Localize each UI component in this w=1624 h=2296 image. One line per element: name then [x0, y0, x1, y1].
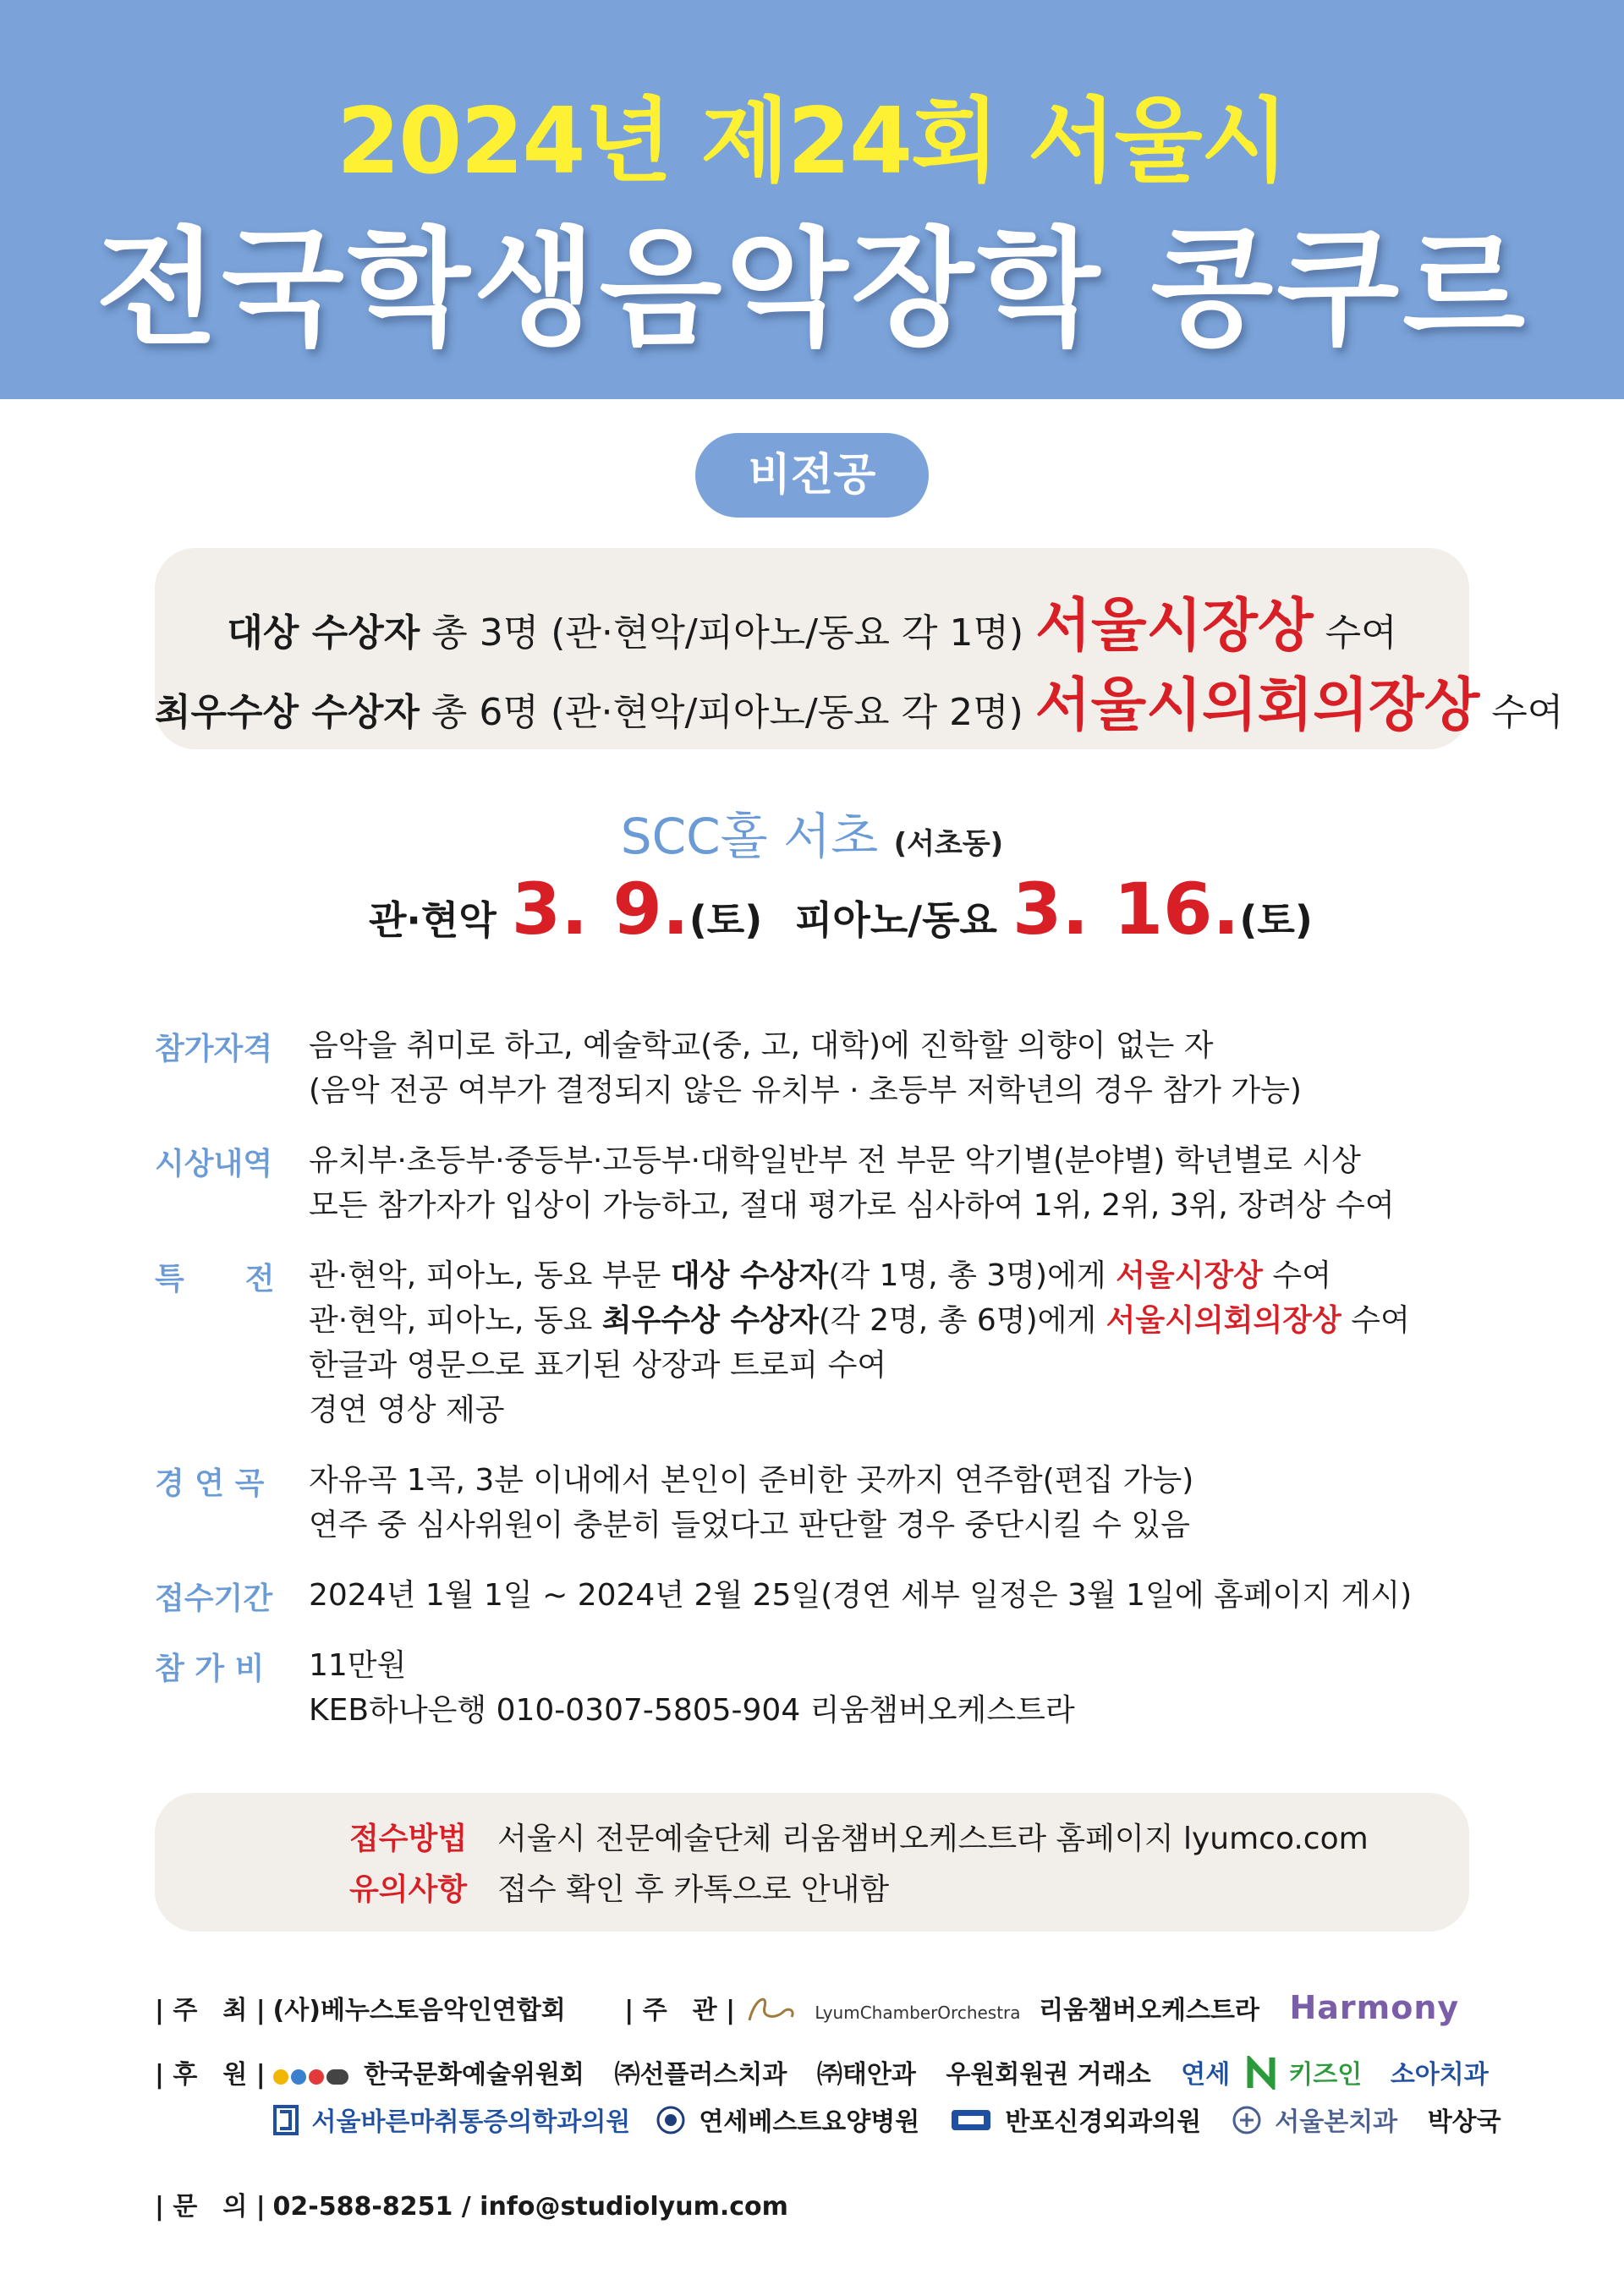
bareun-logo-icon: [273, 2105, 299, 2142]
notice-label: 유의사항: [349, 1872, 468, 1907]
sponsor: 반포신경외과의원: [1005, 2107, 1202, 2137]
category-pill: 비전공: [695, 433, 929, 518]
info-row-benefits: [155, 1253, 1474, 1433]
sponsor: ㈜선플러스치과: [614, 2060, 787, 2090]
footer-label: | 문 의 |: [155, 2192, 266, 2222]
date-label: 피아노/동요: [795, 897, 997, 943]
footer-label: | 후 원 |: [155, 2060, 266, 2090]
date-piano-song: [795, 868, 1313, 951]
yonsei-best-emblem-icon: [656, 2105, 686, 2142]
info-label: 참가자격: [155, 1032, 273, 1066]
footer-label: | 주 최 |: [155, 1996, 266, 2025]
footer-sponsor-row-1: [155, 2053, 1489, 2096]
text-bold: 대상 수상자: [670, 1258, 829, 1293]
date-value: 3. 9.: [511, 868, 689, 951]
footer-host-row: [155, 1989, 1459, 2034]
info-label: 시상내역: [155, 1147, 273, 1181]
text: (각 2명, 총 6명)에게: [818, 1303, 1106, 1338]
notice-text: 서울시 전문예술단체 리움챔버오케스트라 홈페이지 lyumco.com: [497, 1822, 1369, 1856]
text-bold: 최우수상 수상자: [601, 1303, 819, 1338]
info-row-fee: [155, 1643, 1474, 1733]
sponsor: 연세: [1181, 2060, 1231, 2090]
info-row-awards: [155, 1138, 1474, 1228]
award-line-grand: [155, 580, 1469, 662]
info-label: 접수기간: [155, 1581, 273, 1616]
info-line: 경연 영상 제공: [309, 1393, 505, 1427]
sponsor: 서울본치과: [1275, 2107, 1398, 2137]
sponsor: 소아치과: [1390, 2060, 1489, 2090]
venue: [0, 797, 1624, 868]
venue-district: (서초동): [893, 827, 1004, 861]
info-line: 2024년 1월 1일 ~ 2024년 2월 25일(경연 세부 일정은 3월 1일에 홈페이지 게시): [309, 1578, 1413, 1613]
date-value: 3. 16.: [1012, 868, 1240, 951]
footer-host: (사)베누스토음악인연합회: [272, 1996, 566, 2025]
header-banner: [0, 0, 1624, 399]
award-excellence-label: 최우수상 수상자: [155, 691, 420, 734]
info-line: 모든 참가자가 입상이 가능하고, 절대 평가로 심사하여 1위, 2위, 3위, 장려상 수여: [309, 1188, 1395, 1223]
footer-contact: 02-588-8251 / info@studiolyum.com: [272, 2192, 788, 2222]
text-highlight: 서울시장상: [1116, 1258, 1263, 1293]
sponsor: 우원회원권 거래소: [946, 2060, 1151, 2090]
info-row-period: [155, 1573, 1474, 1618]
sponsor: 키즈인: [1288, 2060, 1363, 2090]
sponsor: 서울바른마취통증의학과의원: [311, 2107, 631, 2137]
sponsor: ㈜태안과: [816, 2060, 916, 2090]
info-line: 유치부·초등부·중등부·고등부·대학일반부 전 부문 악기별(분야별) 학년별로 시상: [309, 1143, 1361, 1178]
text: (각 1명, 총 3명)에게: [828, 1258, 1116, 1293]
info-label: 경 연 곡: [155, 1466, 265, 1501]
notice-caution: [349, 1866, 889, 1909]
info-label: 특 전: [155, 1262, 275, 1296]
date-day: (토): [689, 897, 763, 943]
date-winds-strings: [369, 868, 762, 951]
award-excellence-suffix: 수여: [1479, 691, 1564, 734]
sponsor: 한국문화예술위원회: [364, 2060, 584, 2090]
banpo-logo-icon: [950, 2107, 992, 2140]
award-summary-box: [155, 548, 1564, 749]
info-line: 11만원: [309, 1648, 407, 1683]
notice-method: [349, 1815, 1369, 1858]
text: 수여: [1341, 1303, 1410, 1338]
award-grand-prize: 서울시장상: [1035, 593, 1314, 660]
text: 관·현악, 피아노, 동요 부문: [309, 1258, 671, 1293]
award-excellence-text: 총 6명 (관·현악/피아노/동요 각 2명): [419, 691, 1035, 734]
sponsor: 박상국: [1427, 2107, 1501, 2137]
notice-box: [155, 1793, 1469, 1932]
seoulbon-emblem-icon: [1232, 2105, 1262, 2142]
competition-dates: [0, 868, 1624, 961]
text: 관·현악, 피아노, 동요: [309, 1303, 602, 1338]
award-excellence-prize: 서울시의회의장상: [1034, 672, 1480, 739]
info-row-eligibility: [155, 1023, 1474, 1113]
award-line-excellence: [155, 660, 1564, 742]
info-row-repertoire: [155, 1458, 1474, 1548]
footer-organizer: 리움챔버오케스트라: [1039, 1996, 1259, 2025]
info-line: 자유곡 1곡, 3분 이내에서 본인이 준비한 곳까지 연주함(편집 가능): [309, 1463, 1194, 1498]
footer-label: | 주 관 |: [624, 1996, 736, 2025]
text-highlight: 서울시의회의장상: [1106, 1303, 1341, 1338]
notice-text: 접수 확인 후 카톡으로 안내함: [497, 1872, 890, 1907]
harmony-logo: Harmony: [1289, 1989, 1460, 2026]
date-day: (토): [1239, 897, 1313, 943]
info-line: [309, 1298, 1474, 1343]
info-line: 음악을 취미로 하고, 예술학교(중, 고, 대학)에 진학할 의향이 없는 자: [309, 1028, 1214, 1063]
date-label: 관·현악: [369, 897, 497, 943]
arts-council-logo-icon: [273, 2061, 351, 2091]
title-main: 전국학생음악장학 콩쿠르: [95, 216, 1529, 363]
info-line: 한글과 영문으로 표기된 상장과 트로피 수여: [309, 1348, 887, 1383]
kizin-logo-icon: [1247, 2056, 1276, 2096]
info-line: (음악 전공 여부가 결정되지 않은 유치부 · 초등부 저학년의 경우 참가 가능): [309, 1073, 1302, 1108]
venue-name: SCC홀 서초: [620, 808, 894, 865]
title-year-edition: 2024년 제24회 서울시: [336, 89, 1288, 195]
award-grand-suffix: 수여: [1313, 611, 1397, 655]
footer-sponsor-row-2: [273, 2101, 1523, 2142]
award-grand-text: 총 3명 (관·현악/피아노/동요 각 1명): [420, 611, 1036, 655]
notice-label: 접수방법: [349, 1822, 468, 1856]
award-grand-label: 대상 수상자: [227, 611, 420, 655]
lyum-logo-icon: [743, 1990, 802, 2034]
info-line: 연주 중 심사위원이 충분히 들었다고 판단할 경우 중단시킬 수 있음: [309, 1508, 1190, 1543]
info-section: [155, 1023, 1474, 1758]
text: 수여: [1262, 1258, 1331, 1293]
info-line: [309, 1253, 1474, 1298]
info-line: KEB하나은행 010-0307-5805-904 리움챔버오케스트라: [309, 1693, 1075, 1728]
footer-contact-row: [155, 2185, 810, 2222]
organizer-logo-text: LyumChamberOrchestra: [815, 2003, 1021, 2023]
sponsor: 연세베스트요양병원: [699, 2107, 920, 2137]
info-label: 참 가 비: [155, 1652, 265, 1686]
